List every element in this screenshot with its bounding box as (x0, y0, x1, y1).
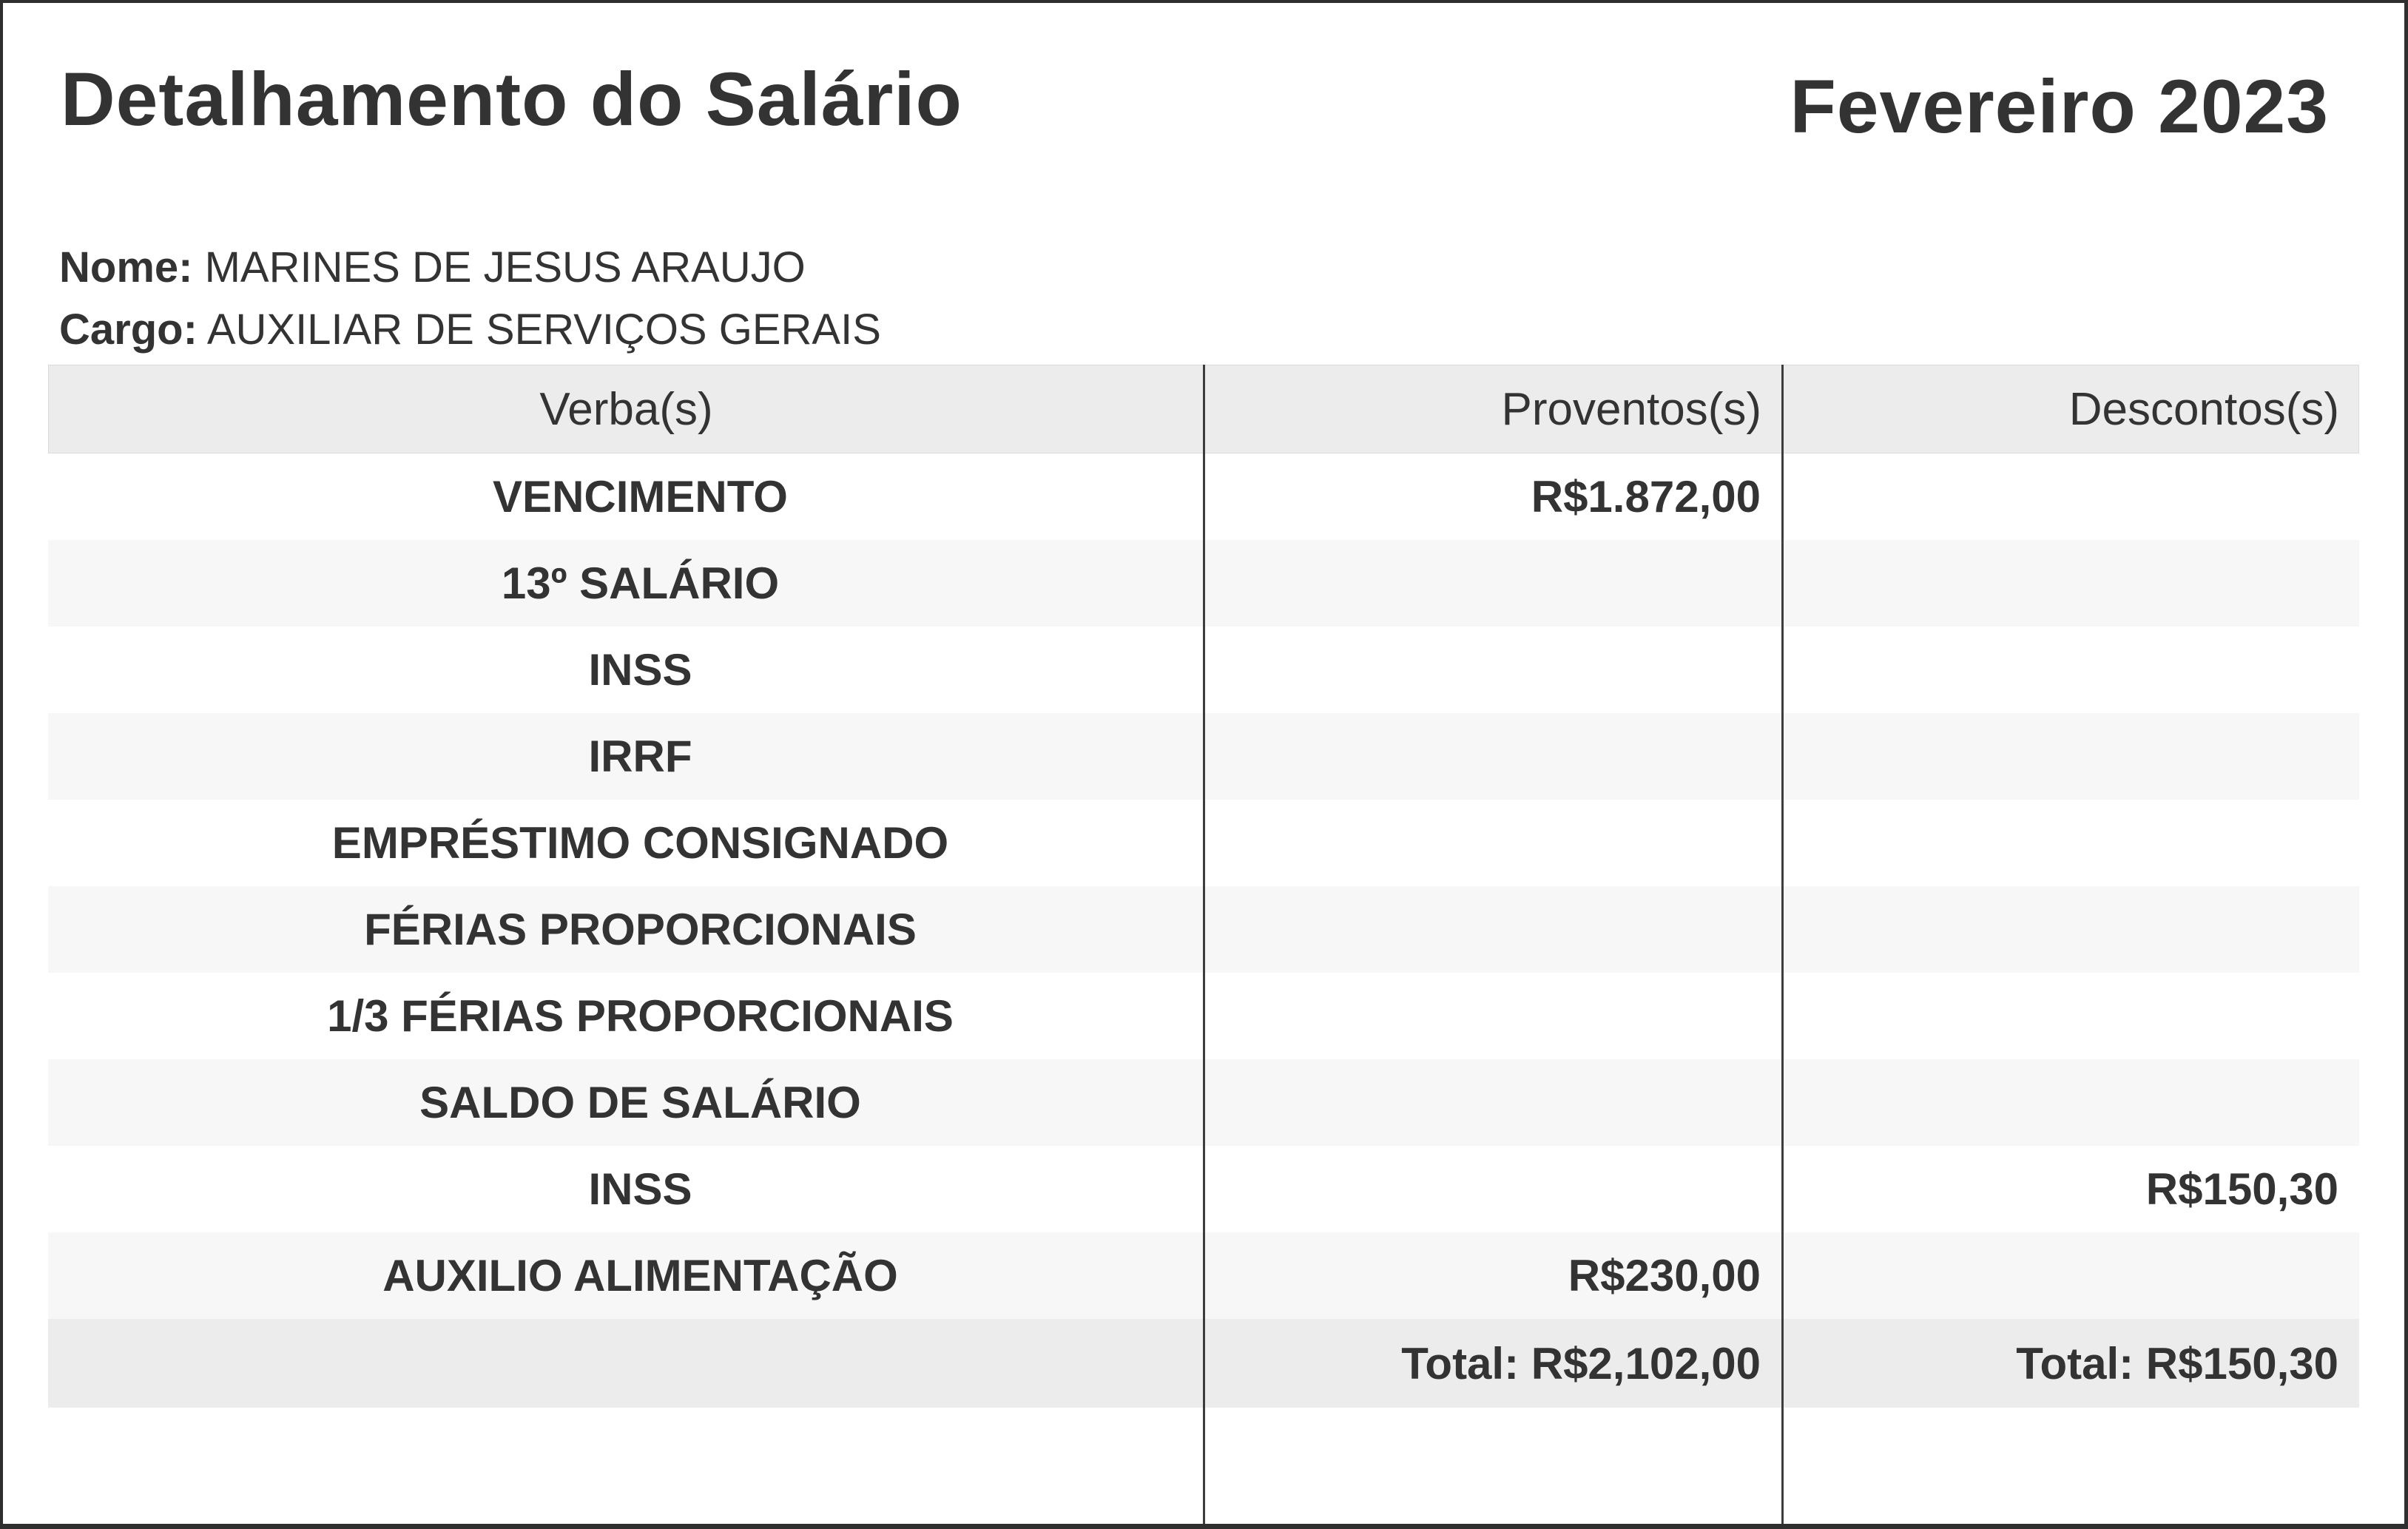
employee-name-row (59, 237, 881, 299)
cell-verba: 13º SALÁRIO (501, 558, 780, 608)
name-value: MARINES DE JESUS ARAUJO (204, 243, 806, 291)
cell-verba: AUXILIO ALIMENTAÇÃO (382, 1251, 898, 1300)
total-cell-descontos: Total: R$150,30 (2016, 1338, 2338, 1388)
cell-verba: IRRF (588, 732, 692, 781)
employee-info (59, 237, 881, 361)
masthead (61, 57, 2329, 149)
cell-verba: VENCIMENTO (493, 472, 788, 522)
cell-verba: SALDO DE SALÁRIO (419, 1078, 861, 1127)
employee-role-row (59, 299, 881, 361)
cell-verba: EMPRÉSTIMO CONSIGNADO (331, 818, 949, 868)
page-title: Detalhamento do Salário (61, 57, 962, 141)
header-cell-verba: Verba(s) (539, 383, 713, 435)
role-value: AUXILIAR DE SERVIÇOS GERAIS (206, 306, 881, 354)
salary-table (48, 365, 2359, 1524)
cell-proventos: R$1.872,00 (1531, 472, 1761, 522)
cell-verba: 1/3 FÉRIAS PROPORCIONAIS (327, 991, 954, 1041)
header-cell-proventos: Proventos(s) (1501, 383, 1761, 435)
period-label: Fevereiro 2023 (1790, 64, 2329, 149)
cell-proventos: R$230,00 (1568, 1251, 1761, 1300)
column-divider-descontos (1781, 365, 1784, 1524)
header-cell-descontos: Descontos(s) (2068, 383, 2339, 435)
cell-verba: INSS (588, 645, 692, 695)
name-label: Nome: (59, 243, 193, 291)
column-divider-proventos (1203, 365, 1205, 1524)
cell-verba: FÉRIAS PROPORCIONAIS (364, 905, 917, 954)
cell-descontos: R$150,30 (2145, 1164, 2338, 1214)
total-cell-proventos: Total: R$2,102,00 (1401, 1338, 1761, 1388)
role-label: Cargo: (59, 306, 198, 354)
cell-verba: INSS (588, 1164, 692, 1214)
